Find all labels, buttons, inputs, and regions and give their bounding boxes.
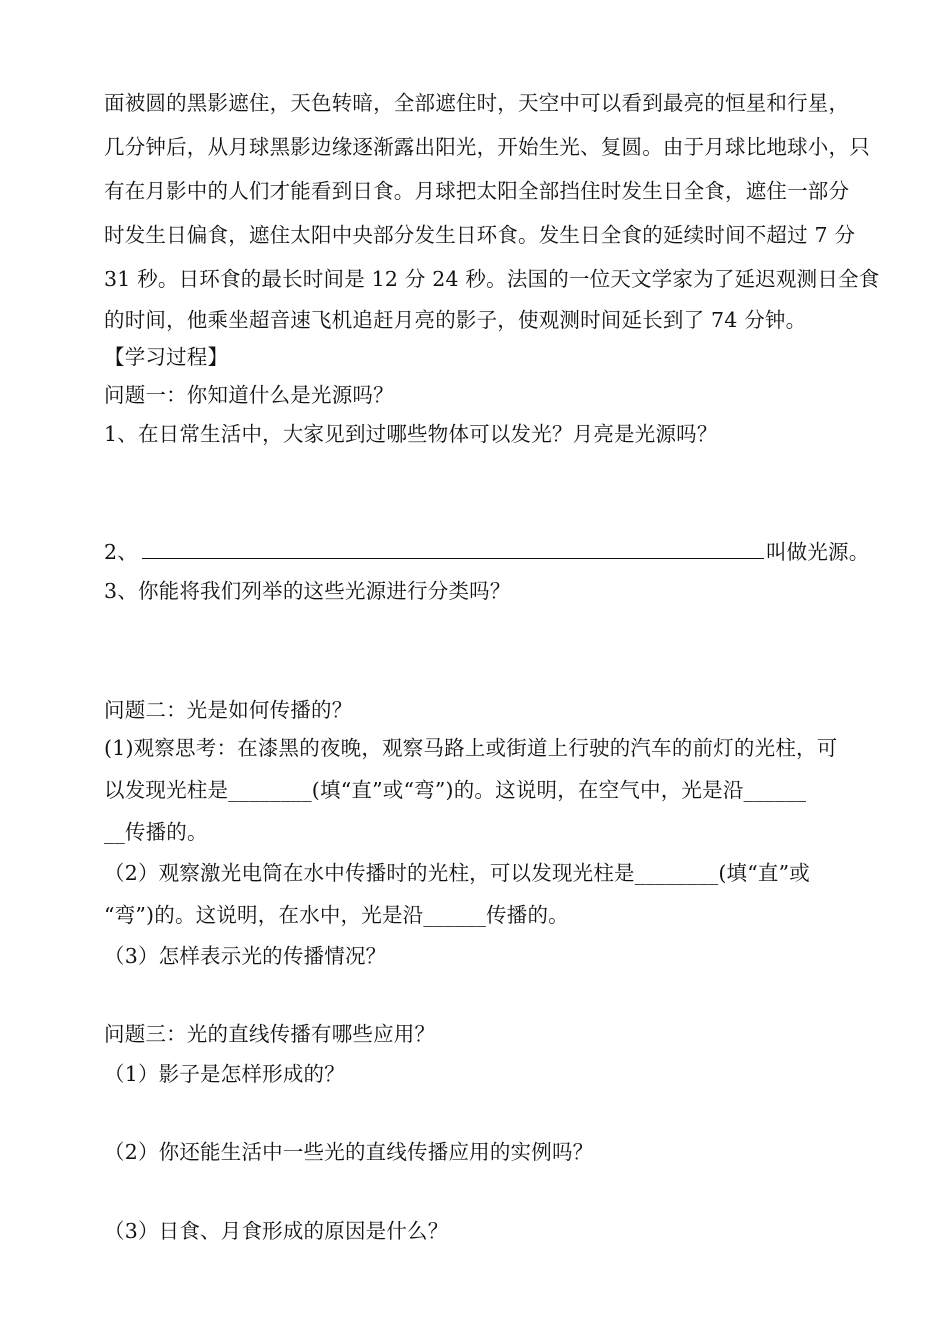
question-3-item-2: （2）你还能生活中一些光的直线传播应用的实例吗？ — [104, 1140, 594, 1164]
intro-line-2: 几分钟后，从月球黑影边缘逐渐露出阳光，开始生光、复圆。由于月球比地球小，只 — [104, 135, 870, 159]
item-2-suffix: 叫做光源。 — [765, 540, 870, 564]
intro-line-6: 的时间，他乘坐超音速飞机追赶月亮的影子，使观测时间延长到了 74 分钟。 — [104, 308, 807, 332]
question-3-item-3: （3）日食、月食形成的原因是什么？ — [104, 1219, 449, 1243]
intro-line-5: 31 秒。日环食的最长时间是 12 分 24 秒。法国的一位天文学家为了延迟观测日全食 — [104, 267, 880, 291]
question-2-part-1-line-1: (1)观察思考：在漆黑的夜晚，观察马路上或街道上行驶的汽车的前灯的光柱，可 — [104, 736, 838, 760]
question-1-item-2 — [104, 537, 874, 567]
question-3-item-1: （1）影子是怎样形成的？ — [104, 1062, 345, 1086]
question-2-part-2-line-1: （2）观察激光电筒在水中传播时的光柱，可以发现光柱是________(填“直”或 — [104, 861, 810, 885]
question-1-title: 问题一：你知道什么是光源吗？ — [104, 383, 394, 407]
intro-line-3: 有在月影中的人们才能看到日食。月球把太阳全部挡住时发生日全食，遮住一部分 — [104, 179, 850, 203]
intro-line-1: 面被圆的黑影遮住，天色转暗，全部遮住时，天空中可以看到最亮的恒星和行星， — [104, 91, 850, 115]
intro-line-4: 时发生日偏食，遮住太阳中央部分发生日环食。发生日全食的延续时间不超过 7 分 — [104, 223, 856, 247]
question-1-item-1: 1、在日常生活中，大家见到过哪些物体可以发光？月亮是光源吗？ — [104, 422, 718, 446]
answer-blank[interactable] — [142, 538, 764, 559]
section-heading: 【学习过程】 — [104, 345, 229, 369]
question-1-item-3: 3、你能将我们列举的这些光源进行分类吗？ — [104, 579, 511, 603]
item-2-prefix: 2、 — [104, 540, 138, 564]
question-2-part-2-line-2: “弯”)的。这说明，在水中，光是沿______传播的。 — [104, 903, 569, 927]
question-2-title: 问题二：光是如何传播的？ — [104, 698, 353, 722]
question-2-part-1-line-2: 以发现光柱是________(填“直”或“弯”)的。这说明，在空气中，光是沿______ — [104, 778, 807, 802]
question-2-part-3: （3）怎样表示光的传播情况？ — [104, 944, 387, 968]
question-2-part-1-line-3: __传播的。 — [104, 820, 208, 844]
question-3-title: 问题三：光的直线传播有哪些应用？ — [104, 1022, 436, 1046]
